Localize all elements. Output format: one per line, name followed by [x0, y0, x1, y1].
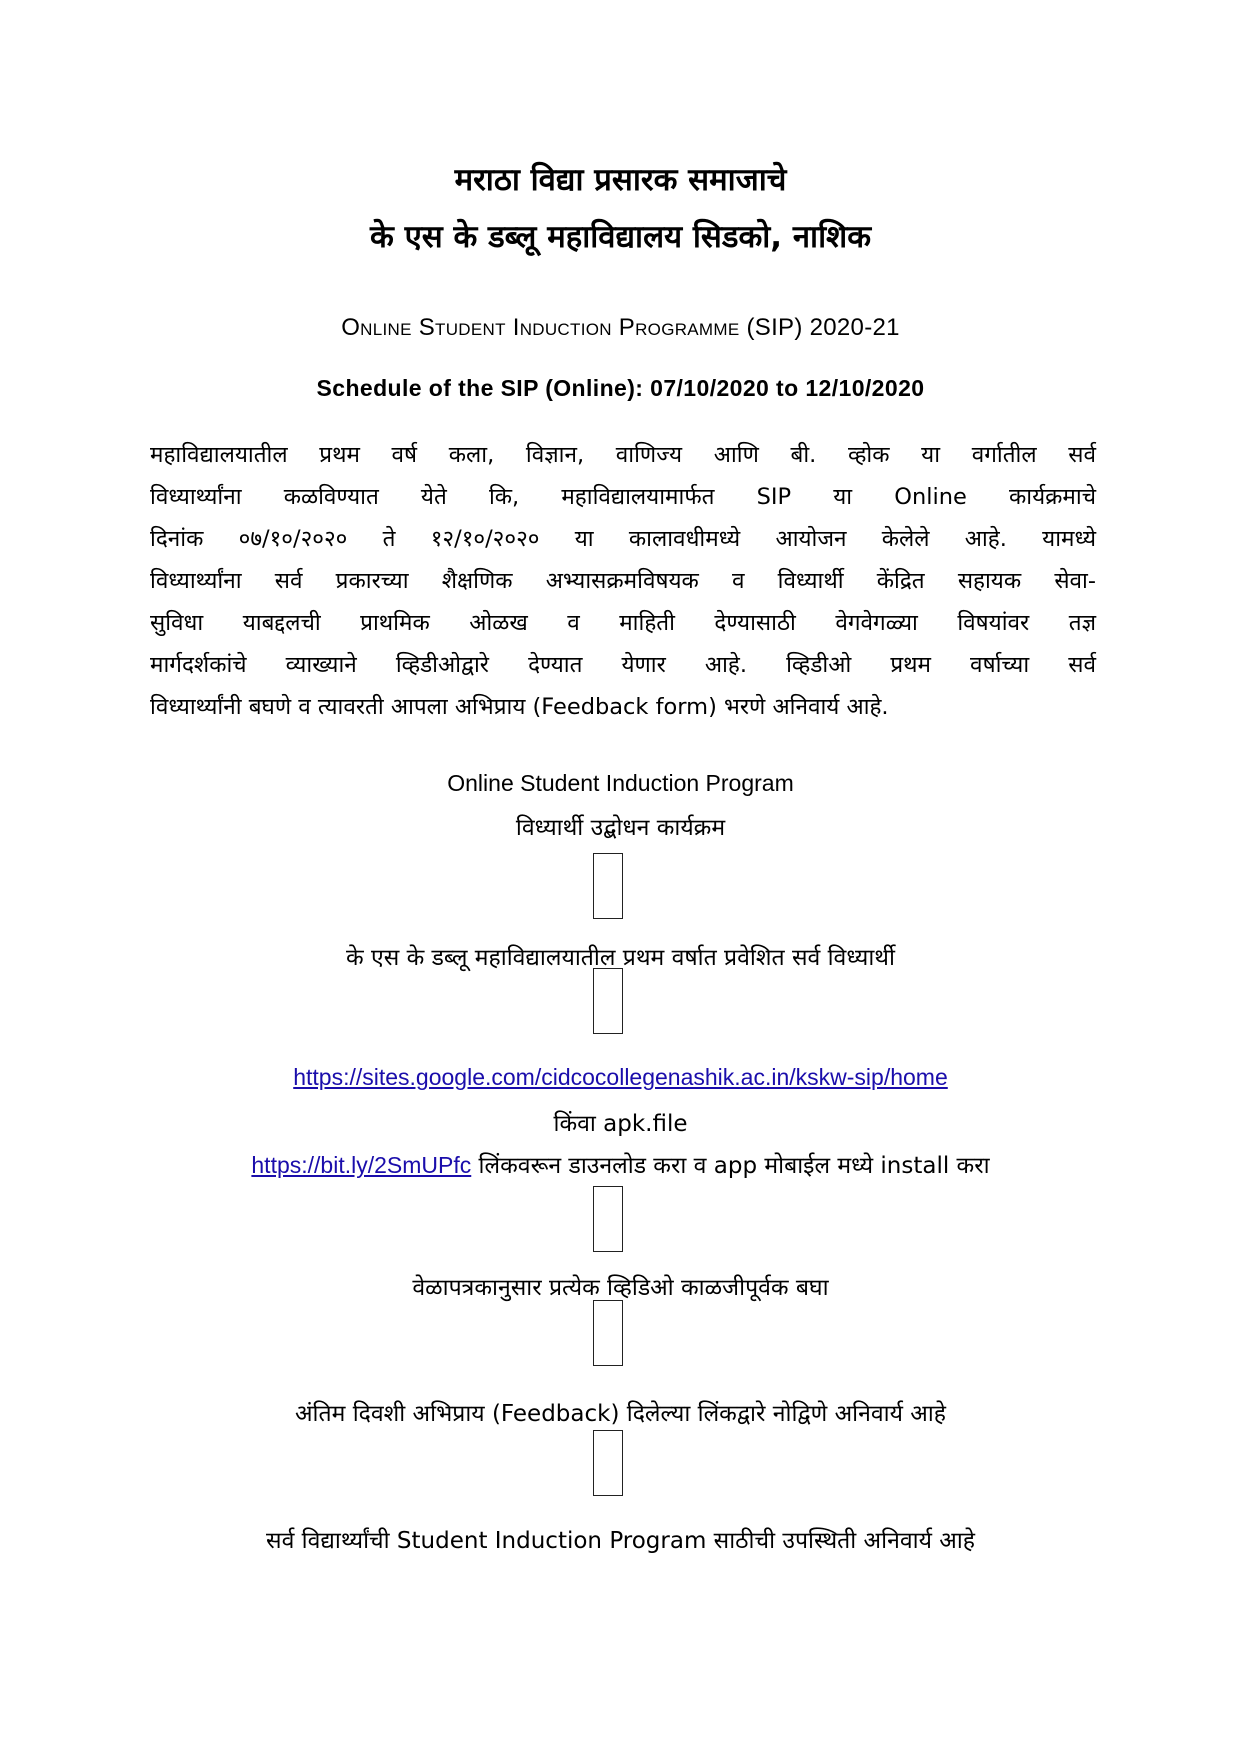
flow-step-students: के एस के डब्लू महाविद्यालयातील प्रथम वर्षात प्रवेशित सर्व विध्यार्थी: [346, 945, 895, 971]
notice-line-6: मार्गदर्शकांचे व्याख्याने व्हिडीओद्वारे देण्यात येणार आहे. व्हिडीओ प्रथम वर्षाच्या सर्व: [150, 652, 1096, 678]
flow-title-marathi: विध्यार्थी उद्बोधन कार्यक्रम: [515, 815, 726, 841]
flow-step-apk-row: [0, 1148, 1241, 1180]
notice-line-5: सुविधा याबद्दलची प्राथमिक ओळख व माहिती देण्यासाठी वेगवेगळ्या विषयांवर तज्ञ: [150, 610, 1096, 636]
notice-line-7: विध्यार्थ्यांनी बघणे व त्यावरती आपला अभिप्राय (Feedback form) भरणे अनिवार्य आहे.: [150, 694, 889, 720]
flow-step-watch-videos: वेळापत्रकानुसार प्रत्येक व्हिडिओ काळजीपूर्वक बघा: [412, 1275, 829, 1301]
flow-connector-box: [593, 853, 623, 919]
society-name-heading: मराठा विद्या प्रसारक समाजाचे: [454, 162, 787, 198]
notice-line-3: दिनांक ०७/१०/२०२० ते १२/१०/२०२० या कालावधीमध्ये आयोजन केलेले आहे. यामध्ये: [150, 526, 1096, 552]
flow-connector-box: [593, 1430, 623, 1496]
flow-connector-box: [593, 1186, 623, 1252]
notice-line-2: विध्यार्थ्यांना कळविण्यात येते कि, महाविद्यालयामार्फत SIP या Online कार्यक्रमाचे: [150, 484, 1096, 510]
flow-step-attendance: सर्व विद्यार्थ्यांची Student Induction Program साठीची उपस्थिती अनिवार्य आहे: [266, 1528, 975, 1554]
flow-step-feedback: अंतिम दिवशी अभिप्राय (Feedback) दिलेल्या लिंकद्वारे नोद्विणे अनिवार्य आहे: [294, 1401, 946, 1427]
sip-site-link[interactable]: https://sites.google.com/cidcocollegenashik.ac.in/kskw-sip/home: [293, 1064, 948, 1090]
flow-step-site-link-row: [0, 1064, 1241, 1091]
apk-download-link[interactable]: https://bit.ly/2SmUPfc: [251, 1152, 472, 1178]
programme-title: Online Student Induction Programme (SIP) 2020-21: [341, 314, 900, 341]
apk-instruction-text: लिंकवरून डाउनलोड करा व app मोबाईल मध्ये install करा: [471, 1153, 990, 1179]
college-name-heading: के एस के डब्लू महाविद्यालय सिडको, नाशिक: [369, 219, 871, 255]
flow-step-or-apk: किंवा apk.file: [553, 1111, 688, 1137]
flow-connector-box: [593, 1300, 623, 1366]
flow-title-english: Online Student Induction Program: [447, 770, 794, 796]
notice-line-4: विध्यार्थ्यांना सर्व प्रकारच्या शैक्षणिक अभ्यासक्रमविषयक व विध्यार्थी केंद्रित सहायक सेवा-: [150, 568, 1096, 594]
programme-schedule: Schedule of the SIP (Online): 07/10/2020 to 12/10/2020: [316, 375, 925, 401]
notice-line-1: महाविद्यालयातील प्रथम वर्ष कला, विज्ञान, वाणिज्य आणि बी. व्होक या वर्गातील सर्व: [150, 442, 1096, 468]
flow-connector-box: [593, 968, 623, 1034]
